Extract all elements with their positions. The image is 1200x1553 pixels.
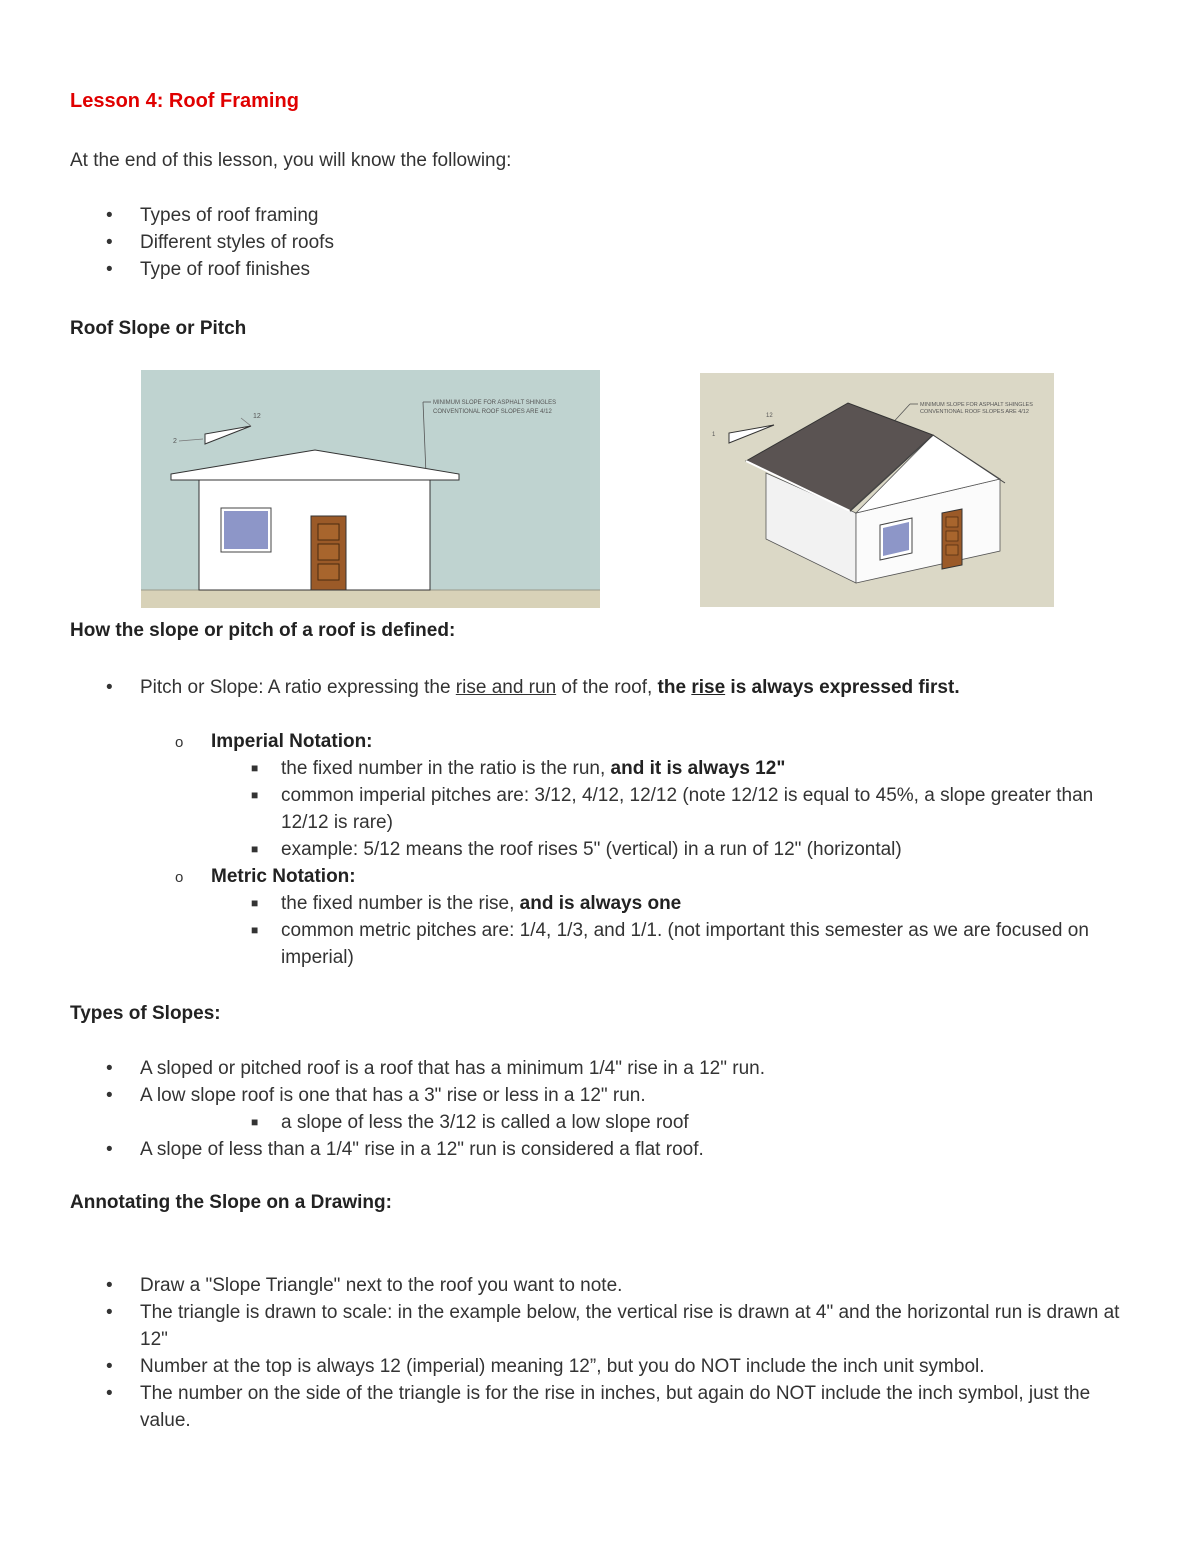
slope-types-list — [70, 1055, 1130, 1109]
note-line-1: MINIMUM SLOPE FOR ASPHALT SHINGLES — [433, 400, 557, 406]
slope-type-item: • A sloped or pitched roof is a roof that has a minimum 1/4" rise in a 12" run. — [70, 1055, 1130, 1082]
metric-subitem: ■ common metric pitches are: 1/4, 1/3, and 1/1. (not important this semester as we are focused on imperial) — [251, 920, 1089, 968]
slope-type-item: • A low slope roof is one that has a 3" rise or less in a 12" run. — [70, 1082, 1130, 1109]
imperial-text: the fixed number in the ratio is the run, — [281, 758, 611, 779]
note-line-2: CONVENTIONAL ROOF SLOPES ARE 4/12 — [920, 409, 1029, 415]
imperial-notation-item: o Imperial Notation: — [175, 731, 373, 752]
pitch-text-mid: of the roof, — [556, 677, 658, 698]
annotating-item: • Number at the top is always 12 (imperial) meaning 12”, but you do NOT include the inch unit symbol. — [70, 1353, 1130, 1380]
imperial-heading: Imperial Notation: — [211, 731, 373, 752]
imperial-subitem: ■ common imperial pitches are: 3/12, 4/12, 12/12 (note 12/12 is equal to 45%, a slope greater than 12/12 is rare) — [251, 785, 1094, 833]
metric-bold-text: and is always one — [519, 893, 682, 914]
section-heading-annotating: Annotating the Slope on a Drawing: — [70, 1192, 392, 1213]
annotating-item: • The number on the side of the triangle is for the rise in inches, but again do NOT include the inch symbol, just the value. — [70, 1380, 1130, 1434]
section-heading-pitch-defined: How the slope or pitch of a roof is defined: — [70, 620, 456, 641]
section-heading-slope: Roof Slope or Pitch — [70, 318, 247, 339]
imperial-text: example: 5/12 means the roof rises 5" (vertical) in a run of 12" (horizontal) — [281, 839, 902, 860]
annotating-list — [70, 1272, 1130, 1434]
pitch-bold-text-end: is always expressed first. — [725, 677, 960, 698]
imperial-bold-text: and it is always 12" — [610, 758, 786, 779]
objective-item: • Types of roof framing — [70, 202, 334, 229]
house-3d-figure — [700, 373, 1054, 607]
pitch-definition-list — [70, 674, 1130, 701]
note-line-1: MINIMUM SLOPE FOR ASPHALT SHINGLES — [920, 402, 1033, 408]
run-label: 12 — [766, 413, 773, 419]
pitch-underlined-text: rise and run — [455, 677, 557, 698]
pitch-text: Pitch or Slope: A ratio expressing the — [140, 677, 456, 698]
metric-notation-item: o Metric Notation: — [175, 866, 356, 887]
objectives-list — [70, 202, 334, 283]
lesson-title: Lesson 4: Roof Framing — [70, 90, 299, 112]
metric-subitem: ■ the fixed number is the rise, and is always one — [251, 893, 682, 914]
house-elevation-figure — [141, 370, 600, 608]
slope-subitem-list — [70, 1109, 1130, 1136]
note-line-2: CONVENTIONAL ROOF SLOPES ARE 4/12 — [433, 409, 552, 415]
annotating-item: • The triangle is drawn to scale: in the example below, the vertical rise is drawn at 4" and the horizontal run is drawn at 12" — [70, 1299, 1130, 1353]
pitch-bold-underlined: rise — [691, 677, 726, 698]
imperial-text: common imperial pitches are: 3/12, 4/12, 12/12 (note 12/12 is equal to 45%, a slope greater than 12/12 is rare) — [281, 785, 1094, 833]
slope-types-list-cont — [70, 1136, 1130, 1163]
run-label: 12 — [253, 413, 261, 420]
metric-text: the fixed number is the rise, — [281, 893, 520, 914]
imperial-subitem: ■ example: 5/12 means the roof rises 5" (vertical) in a run of 12" (horizontal) — [251, 839, 902, 860]
slope-subitem: ■ a slope of less the 3/12 is called a low slope roof — [251, 1112, 689, 1133]
intro-text: At the end of this lesson, you will know the following: — [70, 150, 512, 171]
objective-item: • Type of roof finishes — [70, 256, 334, 283]
objective-item: • Different styles of roofs — [70, 229, 334, 256]
imperial-subitem: ■ the fixed number in the ratio is the run, and it is always 12" — [251, 758, 786, 779]
slope-type-item: • A slope of less than a 1/4" rise in a 12" run is considered a flat roof. — [70, 1136, 1130, 1163]
section-heading-types-of-slopes: Types of Slopes: — [70, 1003, 221, 1024]
notation-list — [70, 728, 1130, 971]
pitch-bold-text: the — [657, 677, 692, 698]
annotating-item: • Draw a "Slope Triangle" next to the roof you want to note. — [70, 1272, 1130, 1299]
metric-text: common metric pitches are: 1/4, 1/3, and 1/1. (not important this semester as we are focused on imperial) — [281, 920, 1089, 968]
slope-subitem-text: a slope of less the 3/12 is called a low slope roof — [281, 1112, 689, 1133]
metric-heading: Metric Notation: — [211, 866, 356, 887]
rise-label: 1 — [712, 432, 716, 438]
pitch-definition-item — [70, 674, 1130, 701]
rise-label: 2 — [173, 438, 177, 445]
